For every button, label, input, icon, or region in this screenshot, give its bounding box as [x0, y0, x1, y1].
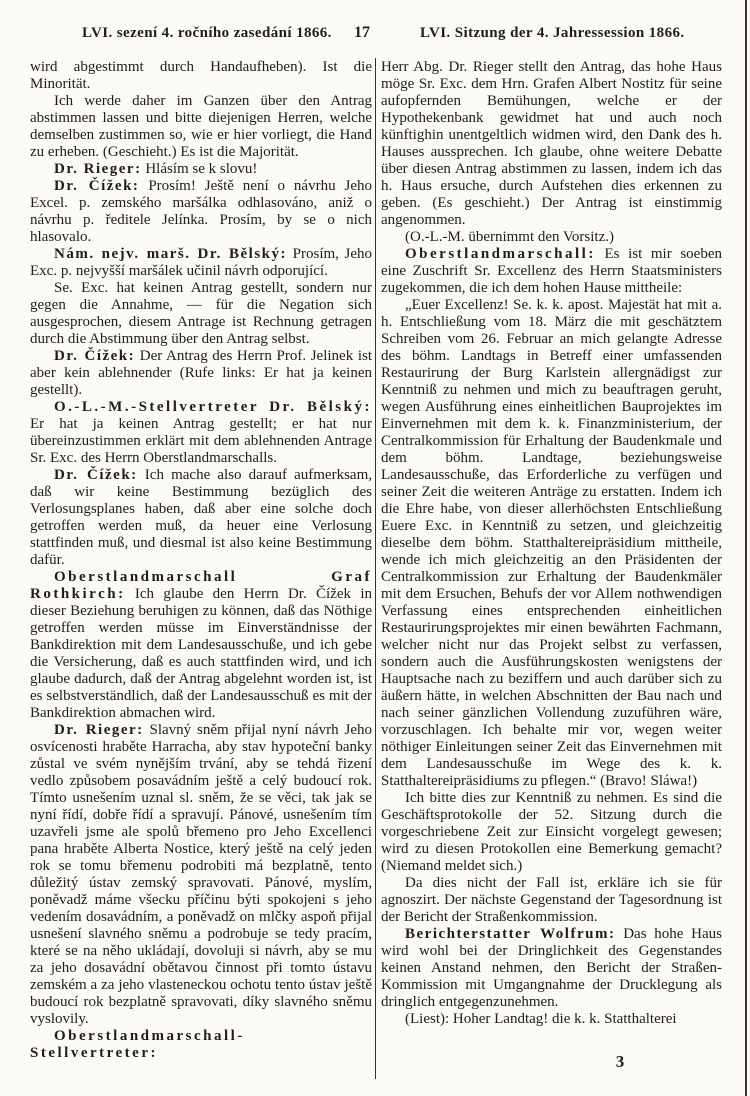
paragraph: Berichterstatter Wolfrum: Das hohe Haus wird wohl bei der Dringlichkeit des Gegenstandes keinen Anstand nehmen, den Bericht der Straßen-Kommission mit Umgangnahme der Drucklegung als dringlich entgegenzunehmen.	[381, 926, 722, 1010]
paragraph: Ich bitte dies zur Kenntniß zu nehmen. Es sind die Geschäftsprotokolle der 52. Sitzung durch die vorgeschriebene Zeit zur Einsicht vorgelegt gewesen; wird zu diesen Protokollen eine Bemerkung gemacht? (Niemand meldet sich.)	[381, 790, 722, 874]
speaker-name: Berichterstatter Wolfrum:	[405, 926, 616, 942]
speaker-name: O.-L.-M.-Stellvertreter Dr. Bělský:	[54, 399, 372, 415]
paragraph: Dr. Rieger: Hlásím se k slovu!	[54, 161, 258, 177]
paragraph: Dr. Rieger: Slavný sněm přijal nyní návrh Jeho osvícenosti hraběte Harracha, aby stav hypoteční banky zůstal ve svém nynějším trvání, aby se tehdá řizení vedlo způsobem posavádním ještě a celý budoucí rok. Tímto usnešením uznal sl. sněm, že se věci, tak jak se nyní řídí, dobře řídí a spravují. Pánové, usnešením tím uzavřeli jsme ale spolů břemeno pro Jeho Excellenci pana hraběte Alberta Nostice, který ještě na celý jeden rok se tomu břemenu podrobiti má bezplatně, tento důležitý ústav zemský spravovati. Pánové, myslím, poněvadž máme všecku příčinu býti spokojeni s jeho vedením dosavádním, a poněvadž on mlčky aspoň přijal usnešení slavného sněmu a podrobuje se tedy pracím, které se na něho ukládají, dovoluji si návrh, aby se mu za jeho dosavádní obětavou činnost při tomto ústavu zemském a za jeho vlasteneckou ochotu tento ústav ještě budoucí rok bezplatně spravovati, díky slavného sněmu vyslovily.	[30, 722, 372, 1027]
paragraph: (O.-L.-M. übernimmt den Vorsitz.)	[405, 229, 614, 245]
header-right-title: LVI. Sitzung der 4. Jahressession 1866.	[420, 25, 685, 41]
paragraph: Dr. Čížek: Ich mache also darauf aufmerksam, daß wir keine Bestimmung bezüglich des Verlosungsplanes haben, daß aber eine solche doch getroffen werden muß, da heuer eine Verlosung stattfinden muß, und diesmal ist also keine Bestimmung dafür.	[30, 467, 372, 568]
speaker-name: Dr. Čížek:	[54, 178, 140, 194]
paragraph: Se. Exc. hat keinen Antrag gestellt, sondern nur gegen die Annahme, — für die Negation sich ausgesprochen, diesem Antrage ist Rechnung getragen durch die Abstimmung über den Antrag selbst.	[30, 280, 372, 347]
paragraph: Ich werde daher im Ganzen über den Antrag abstimmen lassen und bitte diejenigen Herren, welche demselben zustimmen so, wie er hier vorliegt, die Hand zu erheben. (Geschieht.) Es ist die Majorität.	[30, 93, 372, 160]
paragraph: wird abgestimmt durch Handaufheben). Ist die Minorität.	[30, 59, 372, 92]
paragraph: Nám. nejv. marš. Dr. Bělský: Prosím, Jeho Exc. p. nejvyšší maršálek učinil návrh odporující.	[30, 246, 372, 279]
paragraph: Dr. Čížek: Der Antrag des Herrn Prof. Jelinek ist aber kein ablehnender (Rufe links: Er hat ja keinen gestellt).	[30, 348, 372, 398]
speaker-name: Dr. Čížek:	[54, 467, 138, 483]
right-column	[381, 59, 722, 1028]
speaker-name: Dr. Rieger:	[54, 161, 142, 177]
speaker-name: Oberstlandmarschall:	[405, 246, 596, 262]
speaker-name: Oberstlandmarschall Graf Rothkirch:	[30, 569, 372, 602]
paragraph: (Liest): Hoher Landtag! die k. k. Statthalterei	[405, 1011, 677, 1027]
paragraph: Da dies nicht der Fall ist, erkläre ich sie für agnoszirt. Der nächste Gegenstand der Tagesordnung ist der Bericht der Straßenkommission.	[381, 875, 722, 925]
paragraph: Oberstlandmarschall Graf Rothkirch: Ich glaube den Herrn Dr. Čížek in dieser Beziehung beruhigen zu können, daß das Nöthige getroffen werden müsse im Einverständnisse der Bankdirektion mit dem Landesausschuße, und ich gebe die Versicherung, daß es auch stattfinden wird, und ich glaube dadurch, daß der Antrag abgelehnt worden ist, ist es selbstverständlich, daß der Landesausschuß es mit der Bankdirektion abmachen wird.	[30, 569, 372, 721]
speaker-name: Oberstlandmarschall-Stellvertreter:	[30, 1028, 245, 1061]
sheet-signature-number: 3	[615, 1052, 625, 1071]
column-divider-rule	[375, 58, 376, 1079]
scan-edge-artifact	[745, 0, 747, 1096]
page-number: 17	[354, 24, 370, 41]
paragraph: Dr. Čížek: Prosím! Ještě není o návrhu Jeho Excel. p. zemského maršálka odhlasováno, aniž o návrhu p. ředitele Jelínka. Prosím, by se o nich hlasovalo.	[30, 178, 372, 245]
speaker-name: Nám. nejv. marš. Dr. Bělský:	[54, 246, 288, 262]
paragraph: Herr Abg. Dr. Rieger stellt den Antrag, das hohe Haus möge Sr. Exc. dem Hrn. Grafen Albert Nostitz für seine aufopfernden Bemühungen, welche er der Hypothekenbank gewidmet hat und auch noch künftighin unentgeltlich widmen wird, den Dank des h. Hauses aussprechen. Ich glaube, ohne weitere Debatte über diesen Antrag abstimmen zu lassen, indem ich das h. Haus ersuche, durch Aufstehen dies erkennen zu geben. (Es geschieht.) Der Antrag ist einstimmig angenommen.	[381, 59, 722, 228]
left-column	[30, 59, 372, 1062]
speaker-name: Dr. Čížek:	[54, 348, 136, 364]
header-left-title: LVI. sezení 4. ročního zasedání 1866.	[82, 25, 332, 41]
paragraph	[30, 1028, 372, 1062]
paragraph: O.-L.-M.-Stellvertreter Dr. Bělský: Er hat ja keinen Antrag gestellt; er hat nur übereinzustimmen erklärt mit dem ablehnenden Antrage Sr. Exc. des Herrn Oberstlandmarschalls.	[30, 399, 372, 466]
paragraph: Oberstlandmarschall: Es ist mir soeben eine Zuschrift Sr. Excellenz des Herrn Staatsministers zugekommen, die ich dem hohen Hause mittheile:	[381, 246, 722, 296]
paragraph: „Euer Excellenz! Se. k. k. apost. Majestät hat mit a. h. Entschließung vom 18. März die mit geschätztem Schreiben vom 26. Februar an mich gelangte Adresse des böhm. Landtags in Betreff einer umfassenden Restaurirung der Burg Karlstein allergnädigst zur Kenntniß zu nehmen und mich zu beauftragen geruht, wegen Ausführung eines einheitlichen Bauprojektes im Einvernehmen mit dem k. k. Finanzministerium, der Centralkommission für Erhaltung der Baudenkmale und dem böhm. Landtage, beziehungsweise Landesausschuße, das Erforderliche zu verfügen und seiner Zeit die weiteren Anträge zu erstatten. Indem ich die Ehre habe, von dieser allerhöchsten Entschließung Euere Exc. in Kenntniß zu setzen, und gleichzeitig dieselbe dem böhm. Statthaltereipräsidium mittheile, wende ich mich gleichzeitig an den Präsidenten der Centralkommission zur Erhaltung der Baudenkmäler mit dem Ersuchen, Behufs der vor Allem nothwendigen Verfassung eines entsprechenden einheitlichen Restaurirungsprojektes mir einen bewährten Fachmann, welcher nicht nur das Projekt selbst zu verfassen, sondern auch die Ausführungskosten wenigstens der Hauptsache nach zu beziffern und auch darüber sich zu äußern hätte, in welchen Abschnitten der Bau nach und nach seiner gänzlichen Vollendung zuzuführen wäre, vorzuschlagen. Ich behalte mir vor, wegen weiter nöthiger Einleitungen seiner Zeit das Einvernehmen mit dem Landesausschuße im Wege des k. k. Statthaltereipräsidiums zu pflegen.“ (Bravo! Sláwa!)	[381, 297, 722, 789]
speaker-name: Dr. Rieger:	[54, 722, 144, 738]
